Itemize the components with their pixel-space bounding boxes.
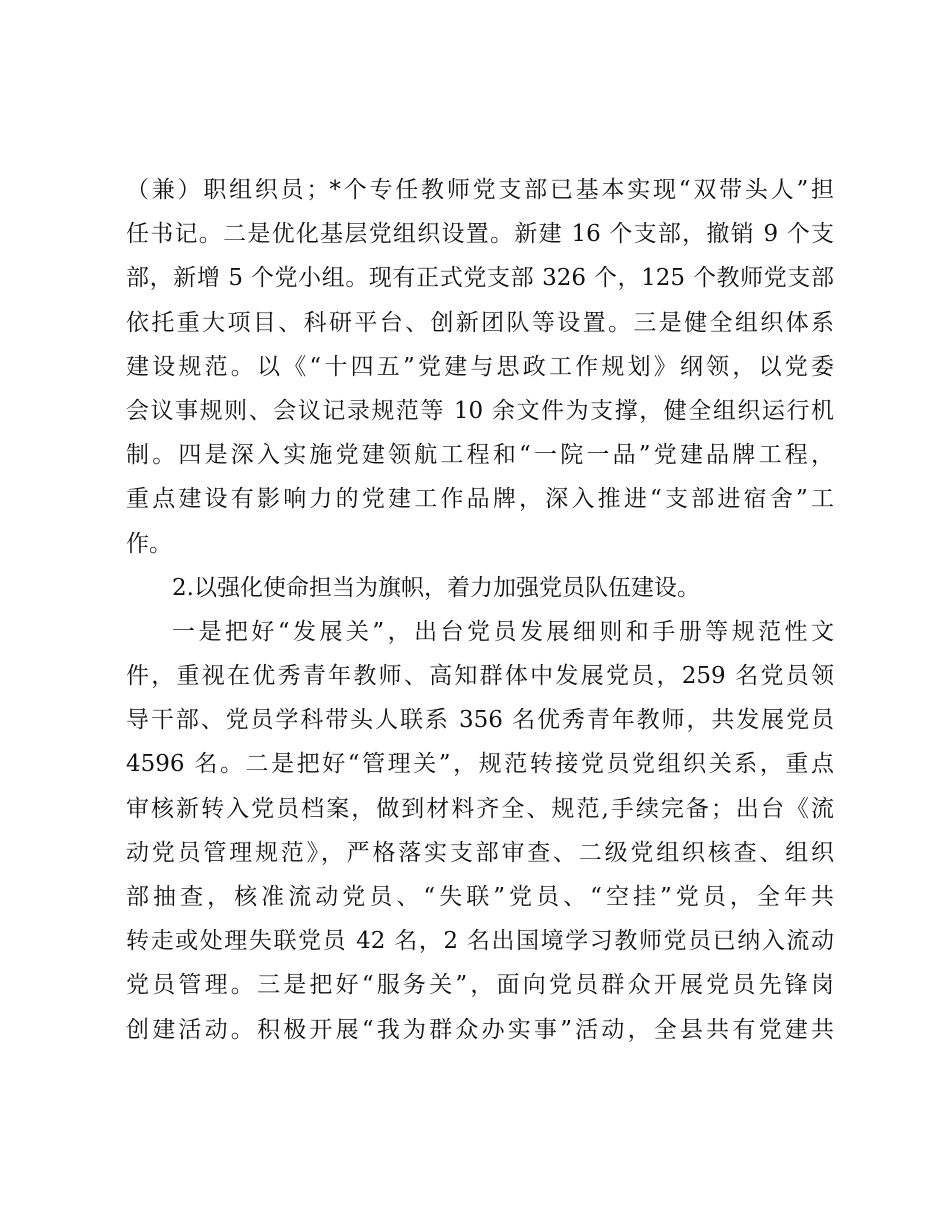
text-line: 部抽查，核准流动党员、“失联”党员、“空挂”党员，全年共 bbox=[126, 884, 834, 910]
text-line: 任书记。二是优化基层党组织设置。新建 16 个支部，撤销 9 个支 bbox=[126, 221, 834, 248]
section-heading: 2.以强化使命担当为旗帜，着力加强党员队伍建设。 bbox=[172, 574, 700, 601]
text-line: 建设规范。以《“十四五”党建与思政工作规划》纲领，以党委 bbox=[126, 353, 834, 380]
text-line: 导干部、党员学科带头人联系 356 名优秀青年教师，共发展党员 bbox=[126, 707, 834, 734]
text-line: 重点建设有影响力的党建工作品牌，深入推进“支部进宿舍”工 bbox=[126, 486, 834, 513]
text-line: 件，重视在优秀青年教师、高知群体中发展党员，259 名党员领 bbox=[126, 663, 834, 690]
document-body bbox=[126, 168, 834, 1052]
text-line: 会议事规则、会议记录规范等 10 余文件为支撑，健全组织运行机 bbox=[126, 397, 834, 424]
text-line: 4596 名。二是把好“管理关”，规范转接党员党组织关系，重点 bbox=[126, 751, 834, 778]
text-line: 审核新转入党员档案，做到材料齐全、规范,手续完备；出台《流 bbox=[126, 795, 834, 822]
text-line: 制。四是深入实施党建领航工程和“一院一品”党建品牌工程， bbox=[126, 442, 834, 469]
text-line: 创建活动。积极开展“我为群众办实事”活动，全县共有党建共 bbox=[126, 1016, 834, 1043]
text-line: 依托重大项目、科研平台、创新团队等设置。三是健全组织体系 bbox=[126, 309, 834, 336]
text-line: 部，新增 5 个党小组。现有正式党支部 326 个，125 个教师党支部 bbox=[126, 265, 834, 292]
text-line: 转走或处理失联党员 42 名，2 名出国境学习教师党员已纳入流动 bbox=[126, 928, 834, 955]
text-line: 动党员管理规范》，严格落实支部审查、二级党组织核查、组织 bbox=[126, 839, 834, 866]
text-line: 作。 bbox=[126, 530, 172, 557]
text-line: 一是把好“发展关”，出台党员发展细则和手册等规范性文 bbox=[172, 618, 834, 645]
text-line: （兼）职组织员；*个专任教师党支部已基本实现“双带头人”担 bbox=[126, 177, 834, 203]
text-line: 党员管理。三是把好“服务关”，面向党员群众开展党员先锋岗 bbox=[126, 972, 834, 999]
